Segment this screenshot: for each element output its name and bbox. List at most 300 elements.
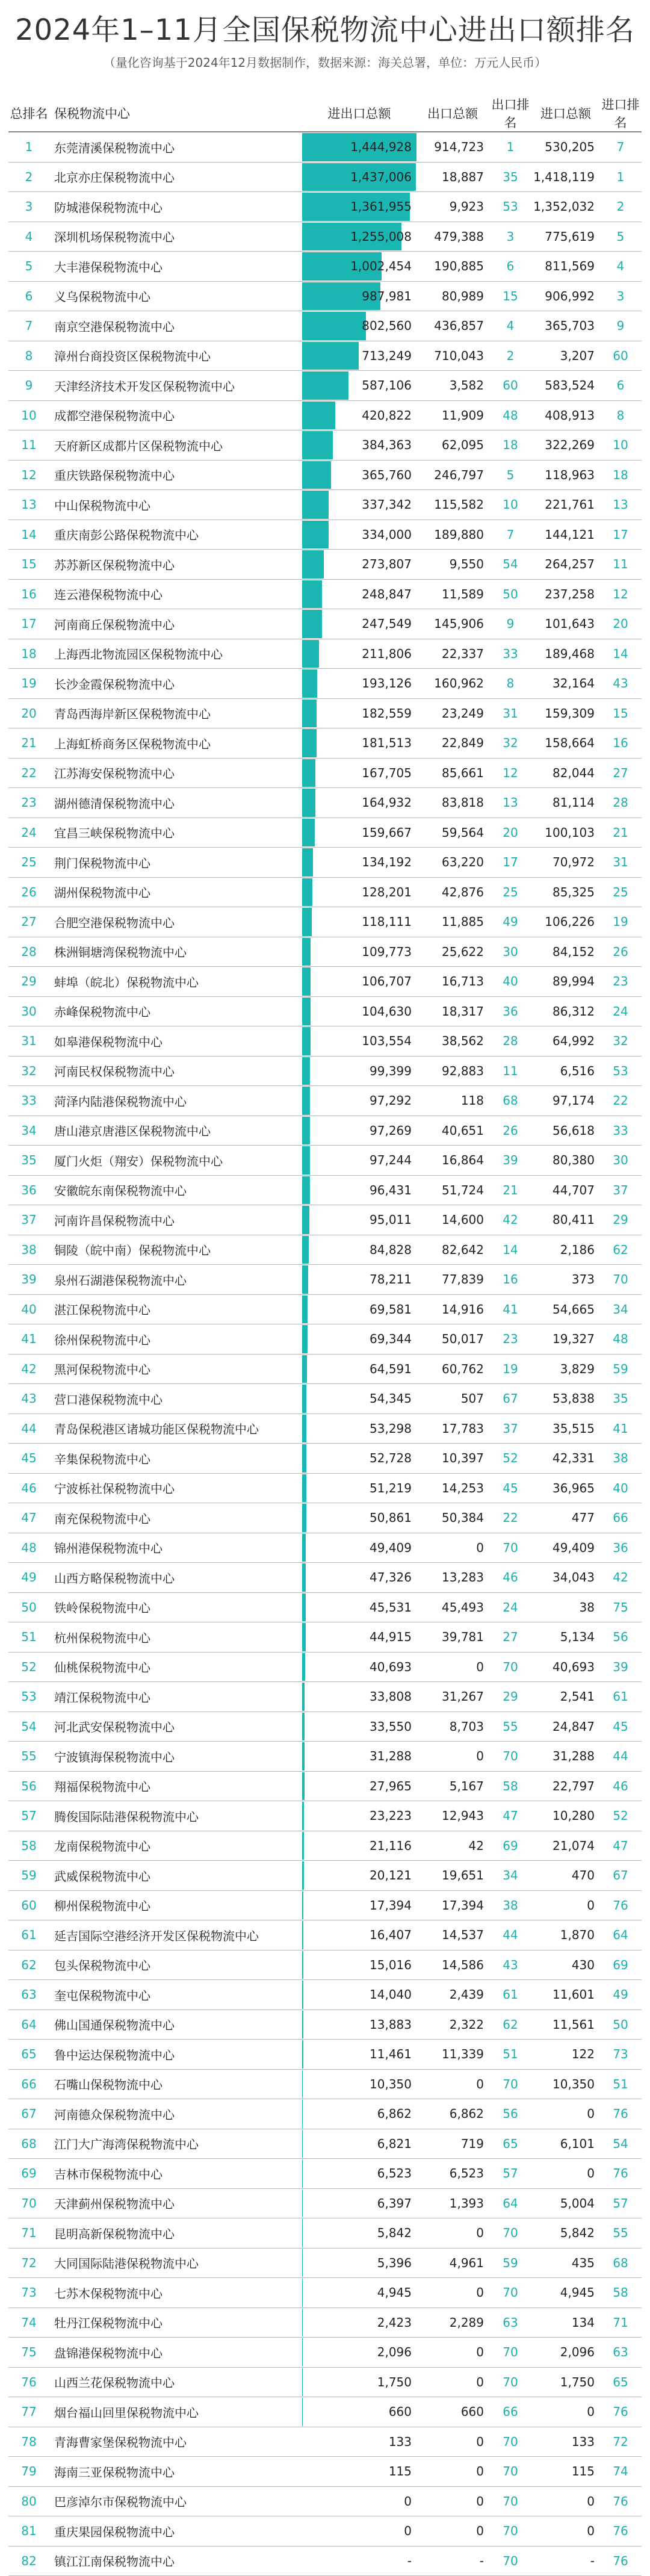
export-rank-cell: 70: [489, 2069, 532, 2099]
export-total-cell: 0: [416, 2516, 489, 2547]
rank-cell: 37: [8, 1205, 49, 1235]
rank-cell: 15: [8, 550, 49, 580]
import-rank-cell: 32: [599, 1026, 642, 1057]
import-rank-cell: 17: [599, 520, 642, 550]
total-cell: [302, 1414, 416, 1444]
total-value: 69,581: [302, 1302, 416, 1317]
total-value: 14,040: [302, 1987, 416, 2002]
export-rank-cell: 18: [489, 430, 532, 461]
total-cell: [302, 1146, 416, 1176]
total-value: 51,219: [302, 1481, 416, 1495]
export-total-cell: 0: [416, 2218, 489, 2249]
table-row: [8, 1592, 642, 1622]
chart-subtitle: （量化咨询基于2024年12月数据制作，数据来源：海关总署，单位：万元人民币）: [0, 53, 650, 70]
total-cell: [302, 341, 416, 371]
total-value: 987,981: [302, 289, 416, 303]
total-cell: [302, 400, 416, 430]
export-total-cell: 0: [416, 2338, 489, 2368]
rank-cell: 65: [8, 2040, 49, 2070]
total-cell: [302, 2397, 416, 2427]
total-cell: [302, 1473, 416, 1503]
export-total-cell: 1,393: [416, 2188, 489, 2218]
import-total-cell: 159,309: [532, 698, 599, 728]
import-total-cell: 106,226: [532, 907, 599, 937]
total-value: 334,000: [302, 527, 416, 542]
import-rank-cell: 30: [599, 1146, 642, 1176]
export-rank-cell: 70: [489, 1652, 532, 1682]
table-row: [8, 1920, 642, 1951]
export-rank-cell: 15: [489, 281, 532, 311]
center-name-cell: 延吉国际空港经济开发区保税物流中心: [49, 1920, 302, 1951]
total-value: 1,437,006: [302, 170, 416, 184]
export-rank-cell: 70: [489, 2278, 532, 2308]
export-total-cell: 189,880: [416, 520, 489, 550]
table-row: [8, 1265, 642, 1295]
total-cell: [302, 2188, 416, 2218]
total-cell: [302, 371, 416, 401]
center-name-cell: 烟台福山回里保税物流中心: [49, 2397, 302, 2427]
export-total-cell: 160,962: [416, 669, 489, 699]
table-row: [8, 1682, 642, 1712]
center-name-cell: 荆门保税物流中心: [49, 848, 302, 878]
import-rank-cell: 40: [599, 1473, 642, 1503]
import-total-cell: 100,103: [532, 818, 599, 848]
rank-cell: 69: [8, 2159, 49, 2189]
rank-cell: 10: [8, 400, 49, 430]
export-rank-cell: 70: [489, 2486, 532, 2516]
rank-cell: 79: [8, 2457, 49, 2487]
export-rank-cell: 70: [489, 2218, 532, 2249]
total-value: 97,292: [302, 1093, 416, 1108]
table-row: [8, 848, 642, 878]
export-rank-cell: 32: [489, 728, 532, 759]
rank-cell: 7: [8, 311, 49, 341]
rank-cell: 81: [8, 2516, 49, 2547]
total-value: 134,192: [302, 855, 416, 869]
export-rank-cell: 57: [489, 2159, 532, 2189]
total-value: 273,807: [302, 557, 416, 571]
total-cell: [302, 2278, 416, 2308]
total-value: 4,945: [302, 2285, 416, 2300]
import-total-cell: 10,280: [532, 1801, 599, 1831]
total-cell: [302, 728, 416, 759]
total-value: 164,932: [302, 795, 416, 810]
export-rank-cell: 5: [489, 460, 532, 490]
table-row: [8, 1950, 642, 1980]
total-value: 660: [302, 2404, 416, 2419]
import-rank-cell: 20: [599, 609, 642, 639]
total-cell: [302, 818, 416, 848]
table-row: [8, 788, 642, 818]
rank-cell: 82: [8, 2546, 49, 2576]
import-total-cell: 365,703: [532, 311, 599, 341]
total-cell: [302, 2010, 416, 2040]
total-cell: [302, 2516, 416, 2547]
import-total-cell: -: [532, 2546, 599, 2576]
export-total-cell: 0: [416, 1742, 489, 1772]
export-total-cell: 17,394: [416, 1890, 489, 1920]
table-row: [8, 400, 642, 430]
rank-cell: 54: [8, 1712, 49, 1742]
total-cell: [302, 1324, 416, 1355]
import-rank-cell: 34: [599, 1294, 642, 1324]
total-cell: [302, 2427, 416, 2457]
center-name-cell: 成都空港保税物流中心: [49, 400, 302, 430]
import-total-cell: 11,561: [532, 2010, 599, 2040]
import-rank-cell: 39: [599, 1652, 642, 1682]
rank-cell: 57: [8, 1801, 49, 1831]
table-row: [8, 609, 642, 639]
table-row: [8, 1056, 642, 1086]
table-row: [8, 907, 642, 937]
rank-cell: 68: [8, 2129, 49, 2159]
table-row: [8, 1533, 642, 1563]
export-total-cell: 14,537: [416, 1920, 489, 1951]
export-rank-cell: 2: [489, 341, 532, 371]
total-value: 384,363: [302, 438, 416, 452]
rank-cell: 17: [8, 609, 49, 639]
rank-cell: 80: [8, 2486, 49, 2516]
total-cell: [302, 2040, 416, 2070]
export-total-cell: 246,797: [416, 460, 489, 490]
export-rank-cell: 16: [489, 1265, 532, 1295]
export-rank-cell: 19: [489, 1354, 532, 1384]
rank-cell: 60: [8, 1890, 49, 1920]
rank-cell: 32: [8, 1056, 49, 1086]
import-total-cell: 133: [532, 2427, 599, 2457]
table-row: [8, 1175, 642, 1205]
table-row: [8, 252, 642, 282]
center-name-cell: 南充保税物流中心: [49, 1503, 302, 1533]
export-rank-cell: 47: [489, 1801, 532, 1831]
total-cell: [302, 907, 416, 937]
total-cell: [302, 877, 416, 907]
import-rank-cell: 76: [599, 2099, 642, 2129]
export-rank-cell: 62: [489, 2010, 532, 2040]
total-cell: [302, 1563, 416, 1593]
export-rank-cell: 14: [489, 1235, 532, 1265]
import-total-cell: 1,418,119: [532, 162, 599, 192]
export-rank-cell: 30: [489, 937, 532, 967]
export-rank-cell: 66: [489, 2397, 532, 2427]
center-name-cell: 中山保税物流中心: [49, 490, 302, 520]
rank-cell: 53: [8, 1682, 49, 1712]
import-rank-cell: 16: [599, 728, 642, 759]
center-name-cell: 宁波镇海保税物流中心: [49, 1742, 302, 1772]
center-name-cell: 青岛保税港区诸城功能区保税物流中心: [49, 1414, 302, 1444]
column-header-overall-rank: 总排名: [8, 95, 49, 132]
export-total-cell: -: [416, 2546, 489, 2576]
rank-cell: 39: [8, 1265, 49, 1295]
total-value: 167,705: [302, 766, 416, 780]
total-cell: [302, 1682, 416, 1712]
import-total-cell: 0: [532, 1890, 599, 1920]
total-cell: [302, 1742, 416, 1772]
import-rank-cell: 76: [599, 2546, 642, 2576]
import-rank-cell: 47: [599, 1831, 642, 1861]
import-total-cell: 80,411: [532, 1205, 599, 1235]
export-rank-cell: 33: [489, 639, 532, 669]
import-rank-cell: 56: [599, 1622, 642, 1653]
center-name-cell: 赤峰保税物流中心: [49, 996, 302, 1026]
table-row: [8, 132, 642, 162]
import-rank-cell: 11: [599, 550, 642, 580]
rank-cell: 73: [8, 2278, 49, 2308]
import-rank-cell: 8: [599, 400, 642, 430]
export-rank-cell: 3: [489, 222, 532, 252]
total-cell: [302, 937, 416, 967]
center-name-cell: 重庆果园保税物流中心: [49, 2516, 302, 2547]
import-rank-cell: 2: [599, 192, 642, 222]
header: [0, 0, 650, 90]
import-total-cell: 101,643: [532, 609, 599, 639]
column-header-total: 进出口总额: [302, 95, 416, 132]
import-total-cell: 34,043: [532, 1563, 599, 1593]
total-cell: [302, 2248, 416, 2278]
center-name-cell: 如皋港保税物流中心: [49, 1026, 302, 1057]
total-value: 78,211: [302, 1272, 416, 1286]
import-total-cell: 22,797: [532, 1771, 599, 1801]
import-rank-cell: 38: [599, 1444, 642, 1474]
table-row: [8, 1831, 642, 1861]
total-value: 97,244: [302, 1153, 416, 1167]
total-value: 97,269: [302, 1123, 416, 1138]
import-rank-cell: 48: [599, 1324, 642, 1355]
center-name-cell: 盘锦港保税物流中心: [49, 2338, 302, 2368]
export-rank-cell: 31: [489, 698, 532, 728]
import-rank-cell: 76: [599, 2397, 642, 2427]
import-rank-cell: 68: [599, 2248, 642, 2278]
center-name-cell: 河北武安保税物流中心: [49, 1712, 302, 1742]
total-value: 16,407: [302, 1928, 416, 1942]
total-value: 49,409: [302, 1541, 416, 1555]
rank-cell: 1: [8, 132, 49, 162]
center-name-cell: 河南民权保税物流中心: [49, 1056, 302, 1086]
total-value: 21,116: [302, 1839, 416, 1853]
total-value: 50,861: [302, 1510, 416, 1525]
rank-cell: 29: [8, 967, 49, 997]
total-cell: [302, 2129, 416, 2159]
center-name-cell: 重庆铁路保税物流中心: [49, 460, 302, 490]
rank-cell: 71: [8, 2218, 49, 2249]
export-total-cell: 0: [416, 1533, 489, 1563]
total-value: 1,255,008: [302, 229, 416, 244]
export-rank-cell: 53: [489, 192, 532, 222]
total-cell: [302, 222, 416, 252]
total-cell: [302, 1026, 416, 1057]
export-total-cell: 2,289: [416, 2308, 489, 2338]
total-value: 106,707: [302, 974, 416, 989]
center-name-cell: 上海虹桥商务区保税物流中心: [49, 728, 302, 759]
rank-cell: 44: [8, 1414, 49, 1444]
total-cell: [302, 1235, 416, 1265]
total-value: 15,016: [302, 1958, 416, 1972]
table-row: [8, 1801, 642, 1831]
total-cell: [302, 579, 416, 609]
rank-cell: 21: [8, 728, 49, 759]
import-rank-cell: 74: [599, 2457, 642, 2487]
import-total-cell: 11,601: [532, 1980, 599, 2010]
center-name-cell: 仙桃保税物流中心: [49, 1652, 302, 1682]
import-rank-cell: 5: [599, 222, 642, 252]
table-row: [8, 2010, 642, 2040]
import-rank-cell: 76: [599, 2486, 642, 2516]
import-total-cell: 906,992: [532, 281, 599, 311]
import-rank-cell: 10: [599, 430, 642, 461]
center-name-cell: 湖州保税物流中心: [49, 877, 302, 907]
import-total-cell: 811,569: [532, 252, 599, 282]
center-name-cell: 湖州德清保税物流中心: [49, 788, 302, 818]
export-total-cell: 80,989: [416, 281, 489, 311]
export-total-cell: 710,043: [416, 341, 489, 371]
table-row: [8, 162, 642, 192]
import-rank-cell: 50: [599, 2010, 642, 2040]
column-header-export-rank: 出口排名: [489, 95, 532, 132]
export-total-cell: 3,582: [416, 371, 489, 401]
export-total-cell: 11,909: [416, 400, 489, 430]
table-row: [8, 2218, 642, 2249]
export-rank-cell: 13: [489, 788, 532, 818]
import-total-cell: 0: [532, 2159, 599, 2189]
total-value: 20,121: [302, 1868, 416, 1882]
total-value: 84,828: [302, 1243, 416, 1257]
total-value: 133: [302, 2435, 416, 2449]
import-rank-cell: 76: [599, 2159, 642, 2189]
total-value: 103,554: [302, 1034, 416, 1048]
center-name-cell: 靖江保税物流中心: [49, 1682, 302, 1712]
export-rank-cell: 21: [489, 1175, 532, 1205]
import-rank-cell: 63: [599, 2338, 642, 2368]
table-row: [8, 579, 642, 609]
total-cell: [302, 1950, 416, 1980]
table-row: [8, 490, 642, 520]
table-row: [8, 430, 642, 461]
table-row: [8, 371, 642, 401]
import-total-cell: 3,207: [532, 341, 599, 371]
center-name-cell: 安徽皖东南保税物流中心: [49, 1175, 302, 1205]
export-rank-cell: 56: [489, 2099, 532, 2129]
rank-cell: 49: [8, 1563, 49, 1593]
export-rank-cell: 58: [489, 1771, 532, 1801]
center-name-cell: 天府新区成都片区保税物流中心: [49, 430, 302, 461]
table-row: [8, 520, 642, 550]
export-total-cell: 17,783: [416, 1414, 489, 1444]
table-row: [8, 1384, 642, 1414]
import-total-cell: 775,619: [532, 222, 599, 252]
total-cell: [302, 758, 416, 788]
export-total-cell: 436,857: [416, 311, 489, 341]
table-row: [8, 2367, 642, 2397]
import-rank-cell: 28: [599, 788, 642, 818]
total-value: 95,011: [302, 1212, 416, 1227]
export-total-cell: 0: [416, 2427, 489, 2457]
total-value: 182,559: [302, 706, 416, 721]
center-name-cell: 湛江保税物流中心: [49, 1294, 302, 1324]
total-cell: [302, 1205, 416, 1235]
import-rank-cell: 6: [599, 371, 642, 401]
total-value: 23,223: [302, 1808, 416, 1823]
total-value: 52,728: [302, 1451, 416, 1465]
import-rank-cell: 26: [599, 937, 642, 967]
export-rank-cell: 39: [489, 1146, 532, 1176]
center-name-cell: 河南商丘保税物流中心: [49, 609, 302, 639]
total-value: 5,396: [302, 2256, 416, 2270]
table-row: [8, 1473, 642, 1503]
export-total-cell: 507: [416, 1384, 489, 1414]
rank-cell: 2: [8, 162, 49, 192]
table-row: [8, 1444, 642, 1474]
center-name-cell: 合肥空港保税物流中心: [49, 907, 302, 937]
center-name-cell: 锦州港保税物流中心: [49, 1533, 302, 1563]
total-cell: [302, 2099, 416, 2129]
table-row: [8, 1086, 642, 1116]
import-total-cell: 0: [532, 2486, 599, 2516]
import-total-cell: 134: [532, 2308, 599, 2338]
table-row: [8, 2308, 642, 2338]
rank-cell: 27: [8, 907, 49, 937]
import-total-cell: 40,693: [532, 1652, 599, 1682]
export-rank-cell: 40: [489, 967, 532, 997]
total-cell: [302, 1890, 416, 1920]
export-rank-cell: 45: [489, 1473, 532, 1503]
center-name-cell: 株洲铜塘湾保税物流中心: [49, 937, 302, 967]
total-value: 115: [302, 2464, 416, 2478]
export-rank-cell: 34: [489, 1861, 532, 1891]
export-total-cell: 23,249: [416, 698, 489, 728]
total-cell: [302, 2367, 416, 2397]
import-rank-cell: 64: [599, 1920, 642, 1951]
import-rank-cell: 31: [599, 848, 642, 878]
center-name-cell: 河南德众保税物流中心: [49, 2099, 302, 2129]
rank-cell: 77: [8, 2397, 49, 2427]
export-rank-cell: 23: [489, 1324, 532, 1355]
center-name-cell: 苏苏新区保税物流中心: [49, 550, 302, 580]
center-name-cell: 昆明高新保税物流中心: [49, 2218, 302, 2249]
center-name-cell: 江苏海安保税物流中心: [49, 758, 302, 788]
center-name-cell: 大同国际陆港保税物流中心: [49, 2248, 302, 2278]
rank-cell: 4: [8, 222, 49, 252]
rank-cell: 66: [8, 2069, 49, 2099]
export-total-cell: 22,337: [416, 639, 489, 669]
export-rank-cell: 52: [489, 1444, 532, 1474]
total-value: 31,288: [302, 1749, 416, 1763]
import-total-cell: 89,994: [532, 967, 599, 997]
import-rank-cell: 9: [599, 311, 642, 341]
total-cell: [302, 1831, 416, 1861]
import-rank-cell: 73: [599, 2040, 642, 2070]
import-total-cell: 5,134: [532, 1622, 599, 1653]
import-rank-cell: 54: [599, 2129, 642, 2159]
import-rank-cell: 37: [599, 1175, 642, 1205]
export-total-cell: 6,523: [416, 2159, 489, 2189]
export-total-cell: 14,600: [416, 1205, 489, 1235]
center-name-cell: 吉林市保税物流中心: [49, 2159, 302, 2189]
import-total-cell: 118,963: [532, 460, 599, 490]
export-rank-cell: 60: [489, 371, 532, 401]
center-name-cell: 武威保税物流中心: [49, 1861, 302, 1891]
import-rank-cell: 49: [599, 1980, 642, 2010]
total-cell: [302, 1444, 416, 1474]
import-rank-cell: 44: [599, 1742, 642, 1772]
total-value: 17,394: [302, 1898, 416, 1913]
total-cell: [302, 669, 416, 699]
total-cell: [302, 2159, 416, 2189]
total-cell: [302, 2308, 416, 2338]
import-rank-cell: 25: [599, 877, 642, 907]
export-rank-cell: 17: [489, 848, 532, 878]
import-rank-cell: 22: [599, 1086, 642, 1116]
table-row: [8, 2248, 642, 2278]
